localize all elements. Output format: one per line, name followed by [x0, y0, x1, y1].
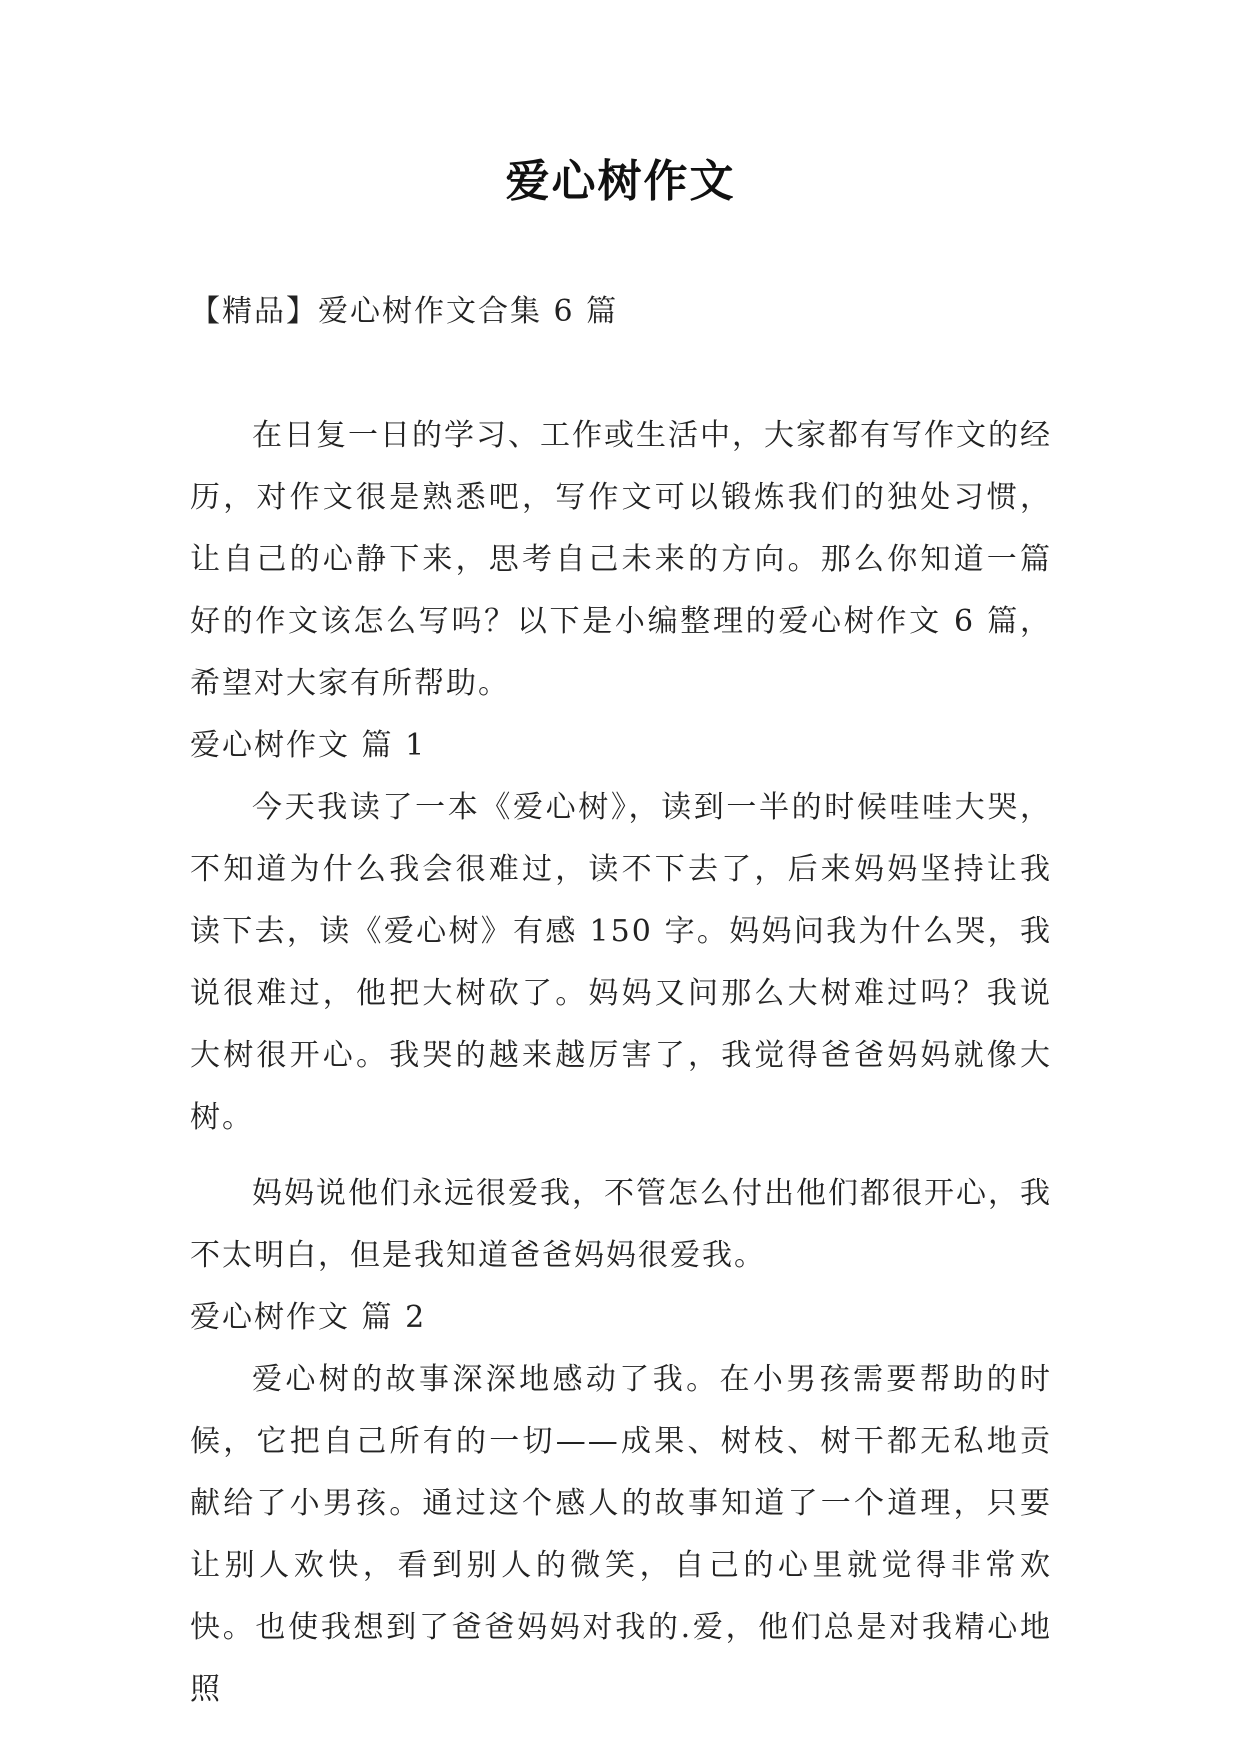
- paragraph-gap: [190, 1149, 1052, 1163]
- intro-paragraph: 在日复一日的学习、工作或生活中，大家都有写作文的经历，对作文很是熟悉吧，写作文可以锻炼我们的独处习惯，让自己的心静下来，思考自己未来的方向。那么你知道一篇好的作文该怎么写吗？以下是小编整理的爱心树作文 6 篇，希望对大家有所帮助。: [190, 418, 1052, 701]
- section-1: [190, 715, 1052, 1287]
- section-heading: 爱心树作文 篇 2: [190, 1300, 427, 1335]
- document-title: 爱心树作文: [505, 156, 736, 207]
- section-heading: 爱心树作文 篇 1: [190, 728, 427, 763]
- document-body: [190, 405, 1052, 1721]
- section-paragraph: 今天我读了一本《爱心树》，读到一半的时候哇哇大哭，不知道为什么我会很难过，读不下去了，后来妈妈坚持让我读下去，读《爱心树》有感 150 字。妈妈问我为什么哭，我说很难过，他把大树砍了。妈妈又问那么大树难过吗？我说大树很开心。我哭的越来越厉害了，我觉得爸爸妈妈就像大树。: [190, 790, 1052, 1135]
- section-paragraph: 爱心树的故事深深地感动了我。在小男孩需要帮助的时候，它把自己所有的一切——成果、树枝、树干都无私地贡献给了小男孩。通过这个感人的故事知道了一个道理，只要让别人欢快，看到别人的微笑，自己的心里就觉得非常欢快。也使我想到了爸爸妈妈对我的.爱，他们总是对我精心地照: [190, 1362, 1052, 1707]
- section-2: [190, 1287, 1052, 1721]
- document-subtitle: 【精品】爱心树作文合集 6 篇: [190, 294, 619, 329]
- section-paragraph: 妈妈说他们永远很爱我，不管怎么付出他们都很开心，我不太明白，但是我知道爸爸妈妈很爱我。: [190, 1176, 1052, 1273]
